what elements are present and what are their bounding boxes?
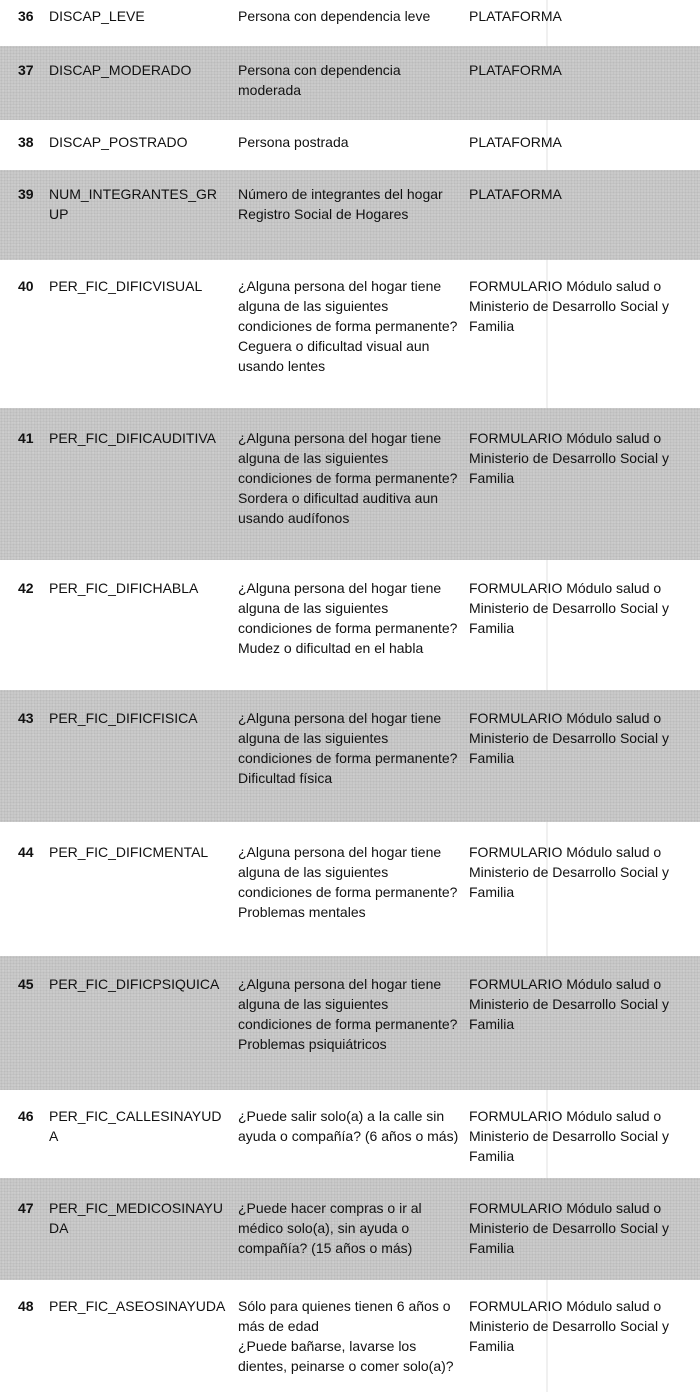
table-row xyxy=(0,120,700,170)
variable-source: FORMULARIO Módulo salud o Ministerio de Desarrollo Social y Familia xyxy=(469,710,669,766)
variable-description: ¿Alguna persona del hogar tiene alguna de las siguientes condiciones de forma permanente? Dificultad física xyxy=(238,710,458,786)
table-row xyxy=(0,822,700,956)
row-number: 42 xyxy=(18,580,34,596)
variable-description: ¿Alguna persona del hogar tiene alguna de las siguientes condiciones de forma permanente? Problemas mentales xyxy=(238,844,458,920)
variable-source: FORMULARIO Módulo salud o Ministerio de Desarrollo Social y Familia xyxy=(469,1298,669,1354)
variable-source: PLATAFORMA xyxy=(469,134,562,150)
table-row xyxy=(0,260,700,408)
row-number: 40 xyxy=(18,278,34,294)
variable-source: PLATAFORMA xyxy=(469,62,562,78)
variable-name: PER_FIC_DIFICVISUAL xyxy=(49,278,203,294)
variable-source: FORMULARIO Módulo salud o Ministerio de Desarrollo Social y Familia xyxy=(469,976,669,1032)
variable-name: PER_FIC_DIFICFISICA xyxy=(49,710,198,726)
variable-description: Persona con dependencia moderada xyxy=(238,62,401,98)
variable-source: FORMULARIO Módulo salud o Ministerio de Desarrollo Social y Familia xyxy=(469,278,669,334)
table-row xyxy=(0,408,700,560)
variable-source: PLATAFORMA xyxy=(469,186,562,202)
table-row xyxy=(0,1090,700,1178)
variable-description: ¿Alguna persona del hogar tiene alguna de las siguientes condiciones de forma permanente? Ceguera o dificultad visual aun usando lentes xyxy=(238,278,458,374)
variable-source: FORMULARIO Módulo salud o Ministerio de Desarrollo Social y Familia xyxy=(469,1200,669,1256)
table-row xyxy=(0,956,700,1090)
variable-description: ¿Puede salir solo(a) a la calle sin ayuda o compañía? (6 años o más) xyxy=(238,1108,459,1144)
variable-description: ¿Alguna persona del hogar tiene alguna de las siguientes condiciones de forma permanente? Sordera o dificultad auditiva aun usando audífonos xyxy=(238,430,458,526)
variable-name: PER_FIC_ASEOSINAYUDA xyxy=(49,1298,226,1314)
table-row xyxy=(0,690,700,822)
variable-name: PER_FIC_DIFICHABLA xyxy=(49,580,199,596)
row-number: 45 xyxy=(18,976,34,992)
row-number: 41 xyxy=(18,430,34,446)
variable-description: ¿Alguna persona del hogar tiene alguna de las siguientes condiciones de forma permanente? Problemas psiquiátricos xyxy=(238,976,458,1052)
row-number: 39 xyxy=(18,186,34,202)
variable-name: DISCAP_MODERADO xyxy=(49,62,192,78)
variable-source: FORMULARIO Módulo salud o Ministerio de Desarrollo Social y Familia xyxy=(469,580,669,636)
row-number: 46 xyxy=(18,1108,34,1124)
row-number: 37 xyxy=(18,62,34,78)
variable-description: Sólo para quienes tienen 6 años o más de edad ¿Puede bañarse, lavarse los dientes, peinarse o comer solo(a)? xyxy=(238,1298,454,1374)
row-number: 43 xyxy=(18,710,34,726)
variable-name: PER_FIC_DIFICMENTAL xyxy=(49,844,209,860)
row-number: 44 xyxy=(18,844,34,860)
row-number: 38 xyxy=(18,134,34,150)
variable-source: FORMULARIO Módulo salud o Ministerio de Desarrollo Social y Familia xyxy=(469,430,669,486)
variable-name: PER_FIC_MEDICOSINAYUDA xyxy=(49,1200,223,1236)
variable-name: PER_FIC_CALLESINAYUDA xyxy=(49,1108,222,1144)
table-row xyxy=(0,1178,700,1280)
variable-source: PLATAFORMA xyxy=(469,8,562,24)
variable-name: DISCAP_LEVE xyxy=(49,8,145,24)
variable-description: Persona con dependencia leve xyxy=(238,8,431,24)
table-row xyxy=(0,560,700,690)
table-row xyxy=(0,1280,700,1392)
variable-description: ¿Puede hacer compras o ir al médico solo(a), sin ayuda o compañía? (15 años o más) xyxy=(238,1200,422,1256)
variable-name: PER_FIC_DIFICPSIQUICA xyxy=(49,976,220,992)
variable-name: NUM_INTEGRANTES_GRUP xyxy=(49,186,218,222)
variable-name: PER_FIC_DIFICAUDITIVA xyxy=(49,430,216,446)
variable-source: FORMULARIO Módulo salud o Ministerio de Desarrollo Social y Familia xyxy=(469,844,669,900)
row-number: 47 xyxy=(18,1200,34,1216)
variable-description: Persona postrada xyxy=(238,134,349,150)
variable-source: FORMULARIO Módulo salud o Ministerio de Desarrollo Social y Familia xyxy=(469,1108,669,1164)
table-row xyxy=(0,170,700,260)
table-row xyxy=(0,46,700,120)
variable-description: ¿Alguna persona del hogar tiene alguna de las siguientes condiciones de forma permanente? Mudez o dificultad en el habla xyxy=(238,580,458,656)
row-number: 48 xyxy=(18,1298,34,1314)
table-row xyxy=(0,0,700,46)
row-number: 36 xyxy=(18,8,34,24)
variable-name: DISCAP_POSTRADO xyxy=(49,134,188,150)
variable-description: Número de integrantes del hogar Registro Social de Hogares xyxy=(238,186,443,222)
